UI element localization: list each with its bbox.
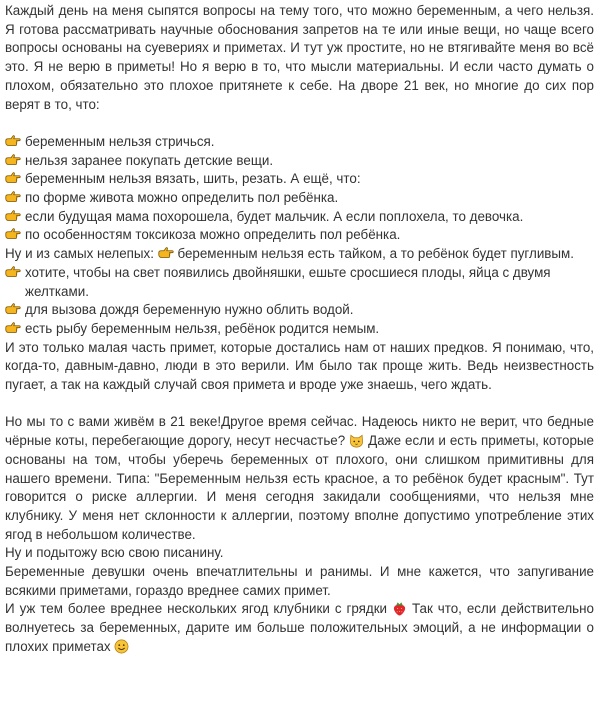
cat-face-icon [349,433,364,448]
pointing-hand-icon [5,170,21,189]
pointing-hand-icon [5,208,21,227]
absurd-lead: Ну и из самых нелепых: [5,246,154,262]
list-item [5,226,594,245]
century-text-b: Даже если и есть приметы, которые основаны на том, чтобы уберечь беременных от плохого, они слишком примитивны для нашего времени. Типа: "Беременным нельзя есть красное, а то ребёнок будет красным". Тут говорится о риске аллергии. И меня сегодня закидали сообщениями, что нельзя мне клубнику. У меня нет склонности к аллергии, поэтому вполне допустимо употребление этих ягод в небольшом количестве. [5,433,594,542]
pointing-hand-icon [5,133,21,152]
list-item [5,301,594,320]
spacer [5,114,594,133]
list-item-text: для вызова дождя беременную нужно облить водой. [25,302,354,318]
smiling-face-icon [114,639,129,654]
closing-text-a: И уж тем более вреднее нескольких ягод клубники с грядки [5,601,388,617]
list-item-text: по особенностям токсикоза можно определить пол ребёнка. [25,227,401,243]
pointing-hand-icon [5,152,21,171]
absurd-first: беременным нельзя есть тайком, а то ребёнок будет пугливым. [177,246,574,262]
closing-paragraph [5,600,594,656]
pointing-hand-icon [158,246,174,260]
list-item-text: если будущая мама похорошела, будет мальчик. А если поплохела, то девочка. [25,208,524,224]
list-item [5,264,594,301]
pointing-hand-icon [5,320,21,339]
strawberry-icon [392,601,407,616]
closing-text-b: Так что, если действительно волнуетесь за беременных, дарите им больше положительных эмоций, а не информации о плохих приметах [5,601,594,654]
sensitive-paragraph: Беременные девушки очень впечатлительны и ранимы. И мне кажется, что запугивание всякими приметами, гораздо вреднее самих примет. [5,564,594,598]
absurd-paragraph [5,245,594,264]
pointing-hand-icon [5,301,21,320]
list-item [5,208,594,227]
pointing-hand-icon [5,264,21,283]
century-paragraph [5,413,594,544]
summary-line: Ну и подытожу всю свою писанину. [5,545,224,561]
small-part-paragraph: И это только малая часть примет, которые достались нам от наших предков. Я понимаю, что, когда-то, давным-давно, люди в это верили. Им было так проще жить. Ведь неизвестность пугает, а так на каждый случай своя примета и вроде уже знаешь, чего ждать. [5,339,594,393]
list-item [5,320,594,339]
pointing-hand-icon [5,226,21,245]
century-text-a: Но мы то с вами живём в 21 веке!Другое время сейчас. Надеюсь никто не верит, что бедные чёрные коты, перебегающие дорогу, несут несчастье? [5,414,594,449]
list-item-text: беременным нельзя вязать, шить, резать. А ещё, что: [25,171,361,187]
list-item-text: по форме живота можно определить пол ребёнка. [25,190,339,206]
list-item-text: есть рыбу беременным нельзя, ребёнок родится немым. [25,320,380,336]
list-item [5,152,594,171]
list-item-text: нельзя заранее покупать детские вещи. [25,152,274,168]
list-item [5,170,594,189]
pointing-hand-icon [5,189,21,208]
intro-paragraph: Каждый день на меня сыпятся вопросы на тему того, что можно беременным, а чего нельзя. Я готова рассматривать научные обоснования запретов на те или иные вещи, но чаще всего вопросы основаны на суевериях и приметах. И тут уж простите, но не втягивайте меня во всё это. Я не верю в приметы! Но я верю в то, что мысли материальны. И если часто думать о плохом, обязательно это плохое притянете к себе. На дворе 21 век, но многие до сих пор верят в то, что: [5,3,594,112]
spacer [5,395,594,414]
list-item [5,133,594,152]
list-item-text: беременным нельзя стричься. [25,133,215,149]
list-item-text: хотите, чтобы на свет появились двойняшки, ешьте сросшиеся плоды, яйца с двумя желтками. [25,264,551,299]
list-item [5,189,594,208]
